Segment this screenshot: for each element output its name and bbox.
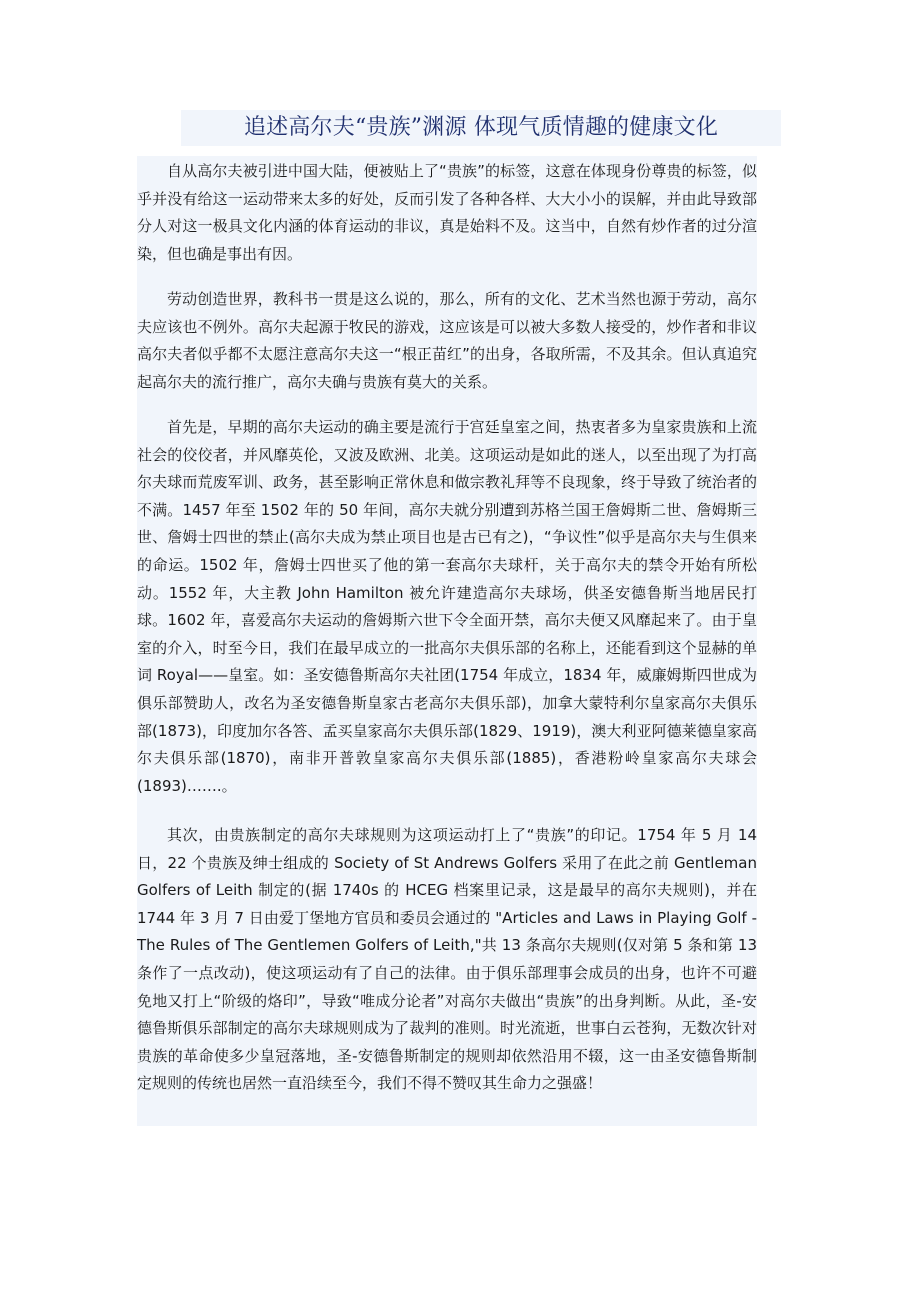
paragraph-4: 其次，由贵族制定的高尔夫球规则为这项运动打上了“贵族”的印记。1754 年 5 月 14 日，22 个贵族及绅士组成的 Society of St Andrews Golfers 采用了在此之前 Gentleman Golfers of Leith 制定的(据 1740s 的 HCEG 档案里记录，这是最早的高尔夫规则)，并在 1744 年 3 月 7 日由爱丁堡地方官员和委员会通过的 "Articles and Laws in Playing Golf - The Rules of The Gentlemen Golfers of Leith,"共 13 条高尔夫规则(仅对第 5 条和第 13 条作了一点改动)，使这项运动有了自己的法律。由于俱乐部理事会成员的出身，也许不可避免地又打上“阶级的烙印”，导致“唯成分论者”对高尔夫做出“贵族”的出身判断。从此，圣-安德鲁斯俱乐部制定的高尔夫球规则成为了裁判的准则。时光流逝，世事白云苍狗，无数次针对贵族的革命使多少皇冠落地，圣-安德鲁斯制定的规则却依然沿用不辍，这一由圣安德鲁斯制定规则的传统也居然一直沿续至今，我们不得不赞叹其生命力之强盛！: [137, 826, 757, 1093]
paragraph-2: 劳动创造世界，教科书一贯是这么说的，那么，所有的文化、艺术当然也源于劳动，高尔夫应该也不例外。高尔夫起源于牧民的游戏，这应该是可以被大多数人接受的，炒作者和非议高尔夫者似乎都不太愿注意高尔夫这一“根正苗红”的出身，各取所需，不及其余。但认真追究起高尔夫的流行推广，高尔夫确与贵族有莫大的关系。: [137, 290, 757, 391]
paragraph-3: 首先是，早期的高尔夫运动的确主要是流行于宫廷皇室之间，热衷者多为皇家贵族和上流社会的佼佼者，并风靡英伦，又波及欧洲、北美。这项运动是如此的迷人，以至出现了为打高尔夫球而荒废军训、政务，甚至影响正常休息和做宗教礼拜等不良现象，终于导致了统治者的不满。1457 年至 1502 年的 50 年间，高尔夫就分别遭到苏格兰国王詹姆斯二世、詹姆斯三世、詹姆士四世的禁止(高尔夫成为禁止项目也是古已有之)，“争议性”似乎是高尔夫与生俱来的命运。1502 年，詹姆士四世买了他的第一套高尔夫球杆，关于高尔夫的禁令开始有所松动。1552 年，大主教 John Hamilton 被允许建造高尔夫球场，供圣安德鲁斯当地居民打球。1602 年，喜爱高尔夫运动的詹姆斯六世下令全面开禁，高尔夫便又风靡起来了。由于皇室的介入，时至今日，我们在最早成立的一批高尔夫俱乐部的名称上，还能看到这个显赫的单词 Royal——皇室。如：圣安德鲁斯高尔夫社团(1754 年成立，1834 年，威廉姆斯四世成为俱乐部赞助人，改名为圣安德鲁斯皇家古老高尔夫俱乐部)，加拿大蒙特利尔皇家高尔夫俱乐部(1873)，印度加尔各答、孟买皇家高尔夫俱乐部(1829、1919)，澳大利亚阿德莱德皇家高尔夫俱乐部(1870)，南非开普敦皇家高尔夫俱乐部(1885)，香港粉岭皇家高尔夫球会(1893)…….。: [137, 418, 757, 795]
page-title: 追述高尔夫“贵族”渊源 体现气质情趣的健康文化: [181, 110, 781, 146]
paragraph-1: 自从高尔夫被引进中国大陆，便被贴上了“贵族”的标签，这意在体现身份尊贵的标签，似乎并没有给这一运动带来太多的好处，反而引发了各种各样、大大小小的误解，并由此导致部分人对这一极具文化内涵的体育运动的非议，真是始料不及。这当中，自然有炒作者的过分渲染，但也确是事出有因。: [137, 162, 757, 263]
